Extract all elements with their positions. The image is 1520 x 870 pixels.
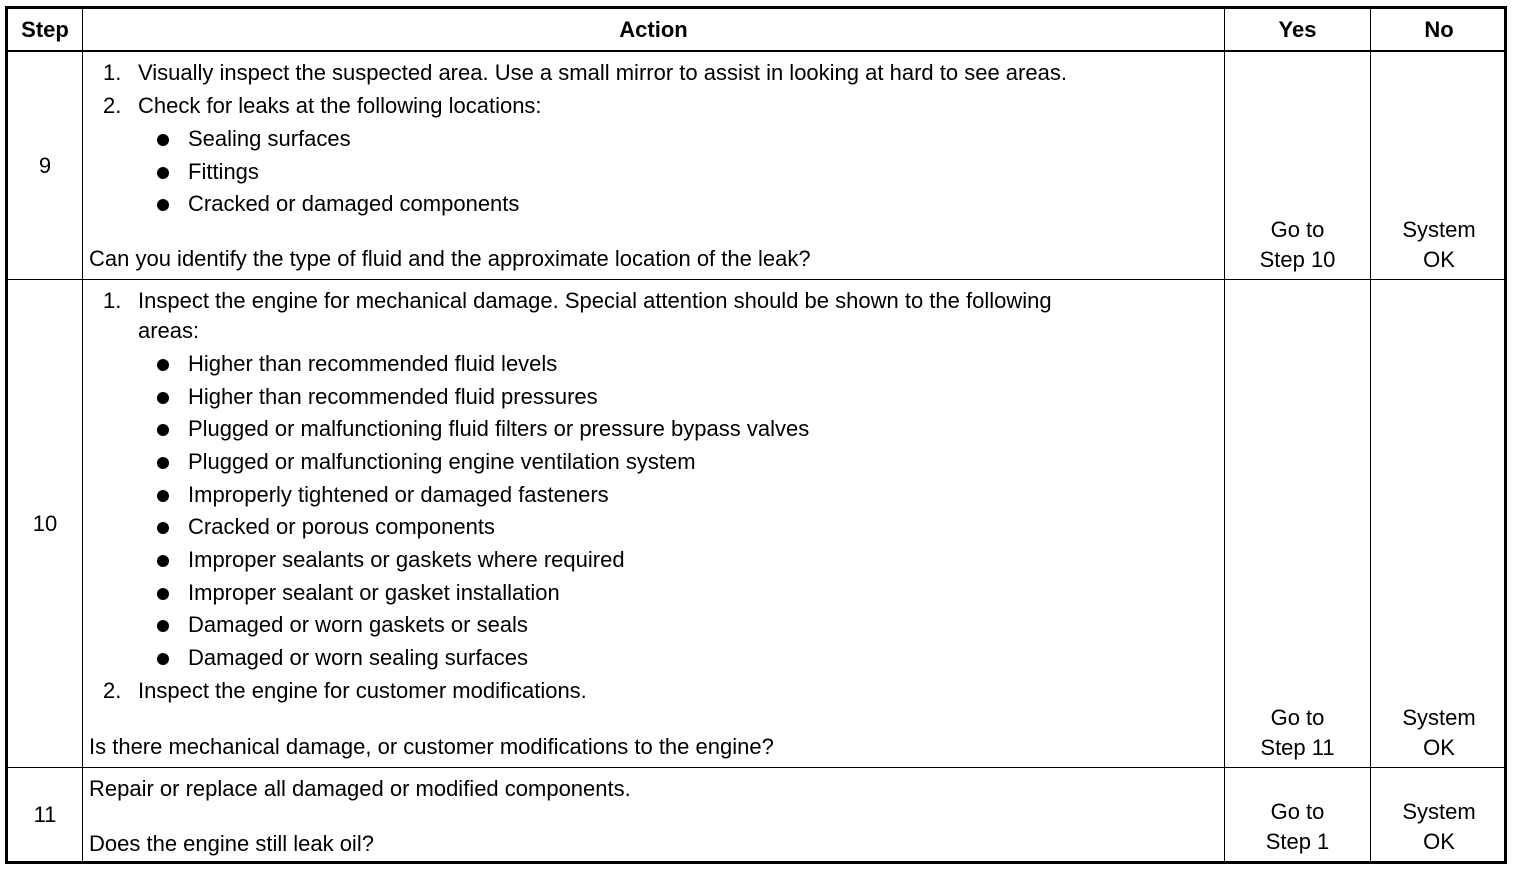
bullet-icon — [157, 424, 169, 436]
bullet-icon — [157, 620, 169, 632]
list-item-continuation: areas: — [138, 318, 200, 343]
yes-cell — [1225, 52, 1371, 279]
yes-line: Step 1 — [1265, 829, 1330, 854]
no-cell — [1371, 768, 1507, 861]
bullet-item: Higher than recommended fluid levels — [188, 351, 558, 376]
bullet-item: Fittings — [188, 159, 259, 184]
list-item: Check for leaks at the following locations: — [138, 93, 542, 118]
list-number: 2. — [103, 93, 122, 118]
yes-answer — [1225, 797, 1370, 857]
yes-cell — [1225, 768, 1371, 861]
no-answer — [1371, 703, 1507, 763]
no-line: OK — [1423, 735, 1455, 760]
table-row-step-10 — [8, 280, 1504, 768]
yes-cell — [1225, 280, 1371, 767]
bullet-icon — [157, 199, 169, 211]
no-cell — [1371, 52, 1507, 279]
action-cell — [83, 768, 1225, 861]
list-number: 1. — [103, 288, 122, 313]
action-cell — [83, 280, 1225, 767]
list-number: 1. — [103, 60, 122, 85]
bullet-item: Plugged or malfunctioning fluid filters or pressure bypass valves — [188, 416, 810, 441]
header-no: No — [1424, 16, 1454, 42]
bullet-item: Improper sealant or gasket installation — [188, 580, 560, 605]
yes-line: Go to — [1270, 705, 1325, 730]
bullet-icon — [157, 359, 169, 371]
bullet-item: Sealing surfaces — [188, 126, 351, 151]
list-item: Visually inspect the suspected area. Use a small mirror to assist in looking at hard to see areas. — [138, 60, 1067, 85]
action-text: Repair or replace all damaged or modified components. — [89, 776, 631, 801]
no-line: System — [1402, 217, 1476, 242]
bullet-item: Improper sealants or gaskets where required — [188, 547, 625, 572]
yes-line: Go to — [1270, 217, 1325, 242]
bullet-item: Damaged or worn sealing surfaces — [188, 645, 528, 670]
no-line: System — [1402, 799, 1476, 824]
header-action: Action — [83, 9, 1225, 50]
bullet-icon — [157, 392, 169, 404]
bullet-item: Improperly tightened or damaged fasteners — [188, 482, 609, 507]
bullet-icon — [157, 134, 169, 146]
list-item: Inspect the engine for customer modifications. — [138, 678, 587, 703]
bullet-icon — [157, 457, 169, 469]
no-line: OK — [1423, 829, 1455, 854]
table-header-row — [8, 9, 1504, 52]
no-answer — [1371, 797, 1507, 857]
bullet-item: Cracked or damaged components — [188, 191, 520, 216]
bullet-icon — [157, 490, 169, 502]
action-cell — [83, 52, 1225, 279]
bullet-icon — [157, 555, 169, 567]
question-text: Does the engine still leak oil? — [89, 831, 374, 856]
question-text: Is there mechanical damage, or customer modifications to the engine? — [89, 734, 774, 759]
bullet-item: Plugged or malfunctioning engine ventilation system — [188, 449, 696, 474]
diagnostic-table — [5, 6, 1507, 864]
bullet-icon — [157, 588, 169, 600]
yes-line: Go to — [1270, 799, 1325, 824]
bullet-item: Higher than recommended fluid pressures — [188, 384, 598, 409]
table-row-step-11 — [8, 768, 1504, 861]
question-text: Can you identify the type of fluid and the approximate location of the leak? — [89, 246, 811, 271]
no-line: System — [1402, 705, 1476, 730]
list-number: 2. — [103, 678, 122, 703]
bullet-icon — [157, 167, 169, 179]
bullet-icon — [157, 653, 169, 665]
bullet-item: Damaged or worn gaskets or seals — [188, 612, 528, 637]
no-answer — [1371, 215, 1507, 275]
header-step: Step — [8, 9, 83, 50]
step-number: 11 — [8, 768, 83, 861]
bullet-item: Cracked or porous components — [188, 514, 495, 539]
table-row-step-9 — [8, 52, 1504, 280]
list-item: Inspect the engine for mechanical damage. Special attention should be shown to the following — [138, 288, 1052, 313]
yes-line: Step 11 — [1260, 735, 1335, 760]
header-yes: Yes — [1225, 9, 1371, 50]
yes-answer — [1225, 215, 1370, 275]
bullet-icon — [157, 522, 169, 534]
no-cell — [1371, 280, 1507, 767]
yes-answer — [1225, 703, 1370, 763]
step-number: 9 — [8, 52, 83, 279]
no-line: OK — [1423, 247, 1455, 272]
yes-line: Step 10 — [1259, 247, 1336, 272]
step-number: 10 — [8, 280, 83, 767]
